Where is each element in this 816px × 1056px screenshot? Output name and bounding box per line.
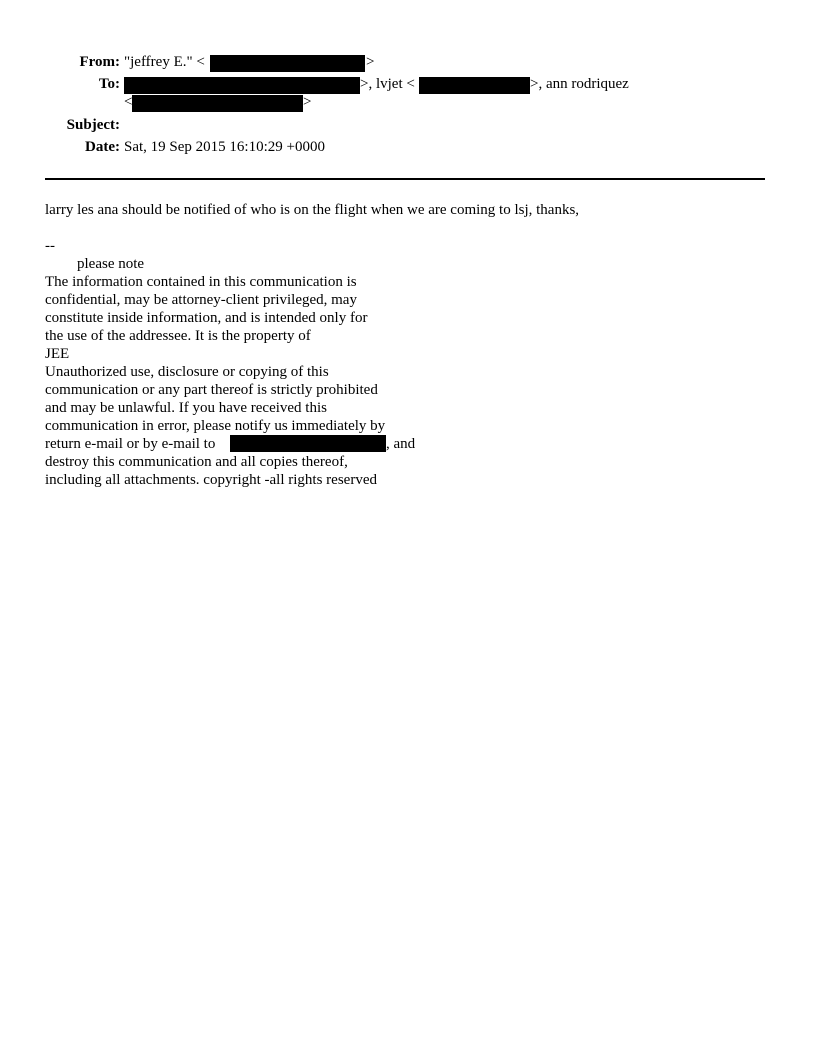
header-divider xyxy=(45,178,765,180)
disclaimer-line: the use of the addressee. It is the property of xyxy=(45,328,311,344)
subject-label: Subject: xyxy=(66,117,120,133)
message-text: larry les ana should be notified of who is on the flight when we are coming to lsj, thanks, xyxy=(45,202,580,218)
disclaimer-line: and may be unlawful. If you have received this xyxy=(45,400,327,416)
disclaimer-line: confidential, may be attorney-client privileged, may xyxy=(45,292,357,308)
disclaimer-line: JEE xyxy=(45,346,70,362)
from-name: "jeffrey E." < xyxy=(124,54,205,70)
disclaimer-line: Unauthorized use, disclosure or copying of this xyxy=(45,364,329,380)
disclaimer-line: constitute inside information, and is intended only for xyxy=(45,310,368,326)
return-line-prefix: return e-mail or by e-mail to xyxy=(45,436,216,452)
from-label: From: xyxy=(79,54,120,70)
date-label: Date: xyxy=(85,139,120,155)
redacted-from-email xyxy=(210,55,365,72)
closing-line: including all attachments. copyright -all rights reserved xyxy=(45,472,377,488)
to-label: To: xyxy=(98,76,120,92)
disclaimer-line: communication in error, please notify us immediately by xyxy=(45,418,386,434)
to-separator-2: >, ann rodriquez xyxy=(530,76,629,92)
signature-dash: -- xyxy=(45,238,55,254)
return-line-suffix: , and xyxy=(386,436,416,452)
disclaimer-line: communication or any part thereof is strictly prohibited xyxy=(45,382,378,398)
redacted-return-email xyxy=(230,435,386,452)
date-value: Sat, 19 Sep 2015 16:10:29 +0000 xyxy=(124,139,325,155)
signature-note: please note xyxy=(77,256,145,272)
from-close: > xyxy=(366,54,375,70)
redacted-to-email-2 xyxy=(419,77,530,94)
to-separator-1: >, lvjet < xyxy=(360,76,415,92)
closing-line: destroy this communication and all copies thereof, xyxy=(45,454,348,470)
disclaimer-line: The information contained in this communication is xyxy=(45,274,357,290)
redacted-to-email-3 xyxy=(132,95,303,112)
to-open-3: < xyxy=(124,94,133,110)
redacted-to-email-1 xyxy=(124,77,360,94)
to-close-3: > xyxy=(303,94,312,110)
